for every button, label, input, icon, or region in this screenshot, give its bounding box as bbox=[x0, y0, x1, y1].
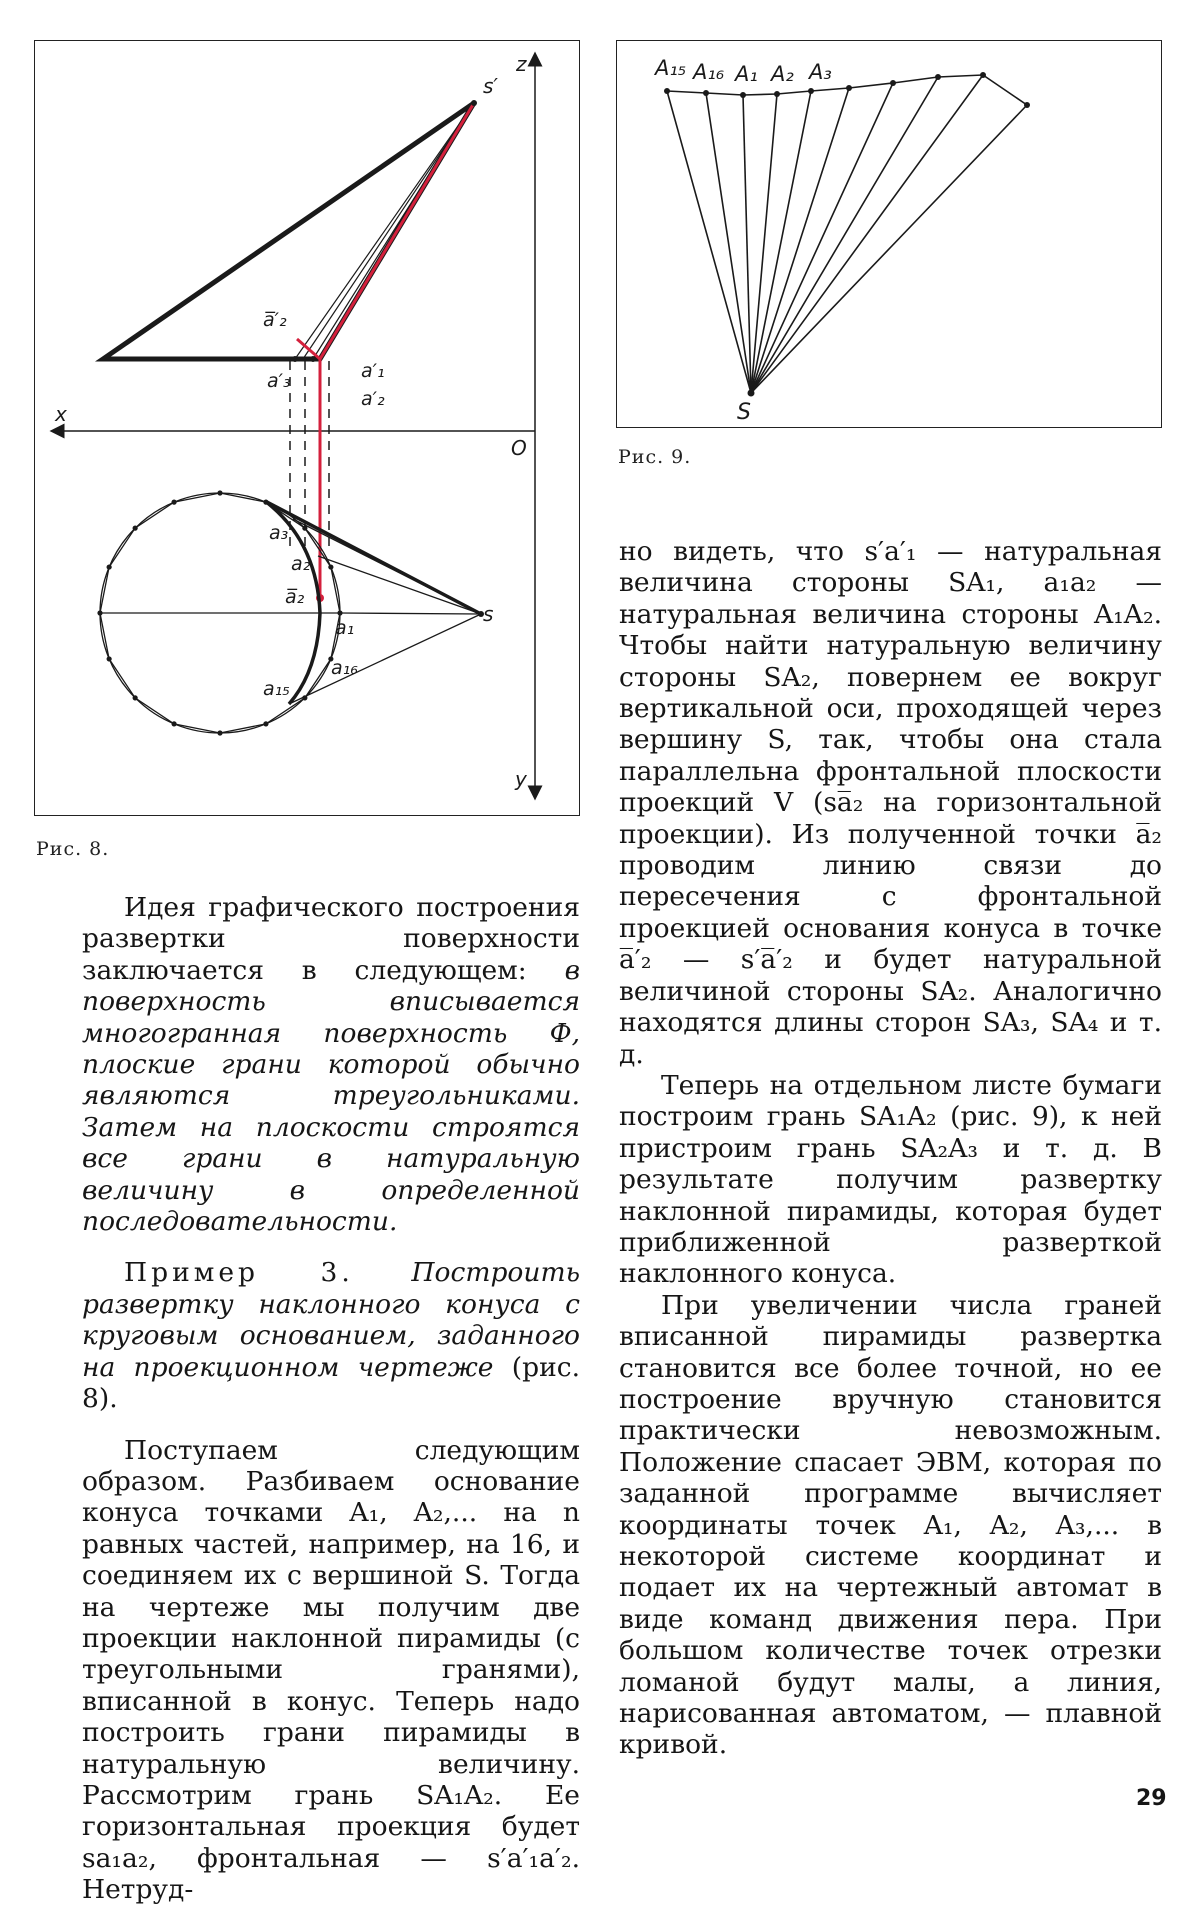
figure-9-drawing bbox=[617, 41, 1161, 427]
development-generator bbox=[751, 88, 849, 393]
development-vertex bbox=[1024, 102, 1030, 108]
front-generator-a2 bbox=[303, 103, 474, 359]
label-a15-top: a₁₅ bbox=[263, 678, 290, 700]
label-a1-top: a₁ bbox=[335, 617, 355, 639]
paragraph-continuation: но видеть, что s′a′₁ — натуральная величина стороны SA₁, a₁a₂ — натуральная величина стороны A₁A₂. Чтобы найти натуральную величину стороны SA₂, повернем ее вокруг вертикальной оси, проходящей через вершину S, так, чтобы она стала параллельна фронтальной плоскости проекций V (sa̅₂ на горизонтальной проекции). Из полученной точки a̅₂ проводим линию связи до пересечения с фронтальной проекцией основания конуса в точке a̅′₂ — s′a̅′₂ и будет натуральной величиной стороны SA₂. Аналогично находятся длины сторон SA₃, SA₄ и т. д. bbox=[619, 536, 1162, 1070]
paragraph-idea bbox=[82, 892, 580, 1237]
right-column bbox=[619, 536, 1162, 1761]
label-axis-x: x bbox=[55, 402, 67, 426]
polygon-vertex bbox=[328, 564, 333, 569]
development-generator bbox=[751, 105, 1027, 393]
figure-8-drawing bbox=[35, 41, 579, 815]
development-vertex bbox=[740, 92, 746, 98]
development-vertex bbox=[890, 80, 896, 86]
label-A15: A₁₅ bbox=[655, 56, 687, 80]
label-a1-front: a′₁ bbox=[361, 360, 385, 382]
idea-lead: Идея графического построения развертки поверхности заключается в следующем: bbox=[82, 892, 580, 986]
label-A3: A₃ bbox=[809, 60, 832, 84]
polygon-vertex bbox=[171, 721, 176, 726]
example-label: Пример 3. bbox=[124, 1257, 354, 1289]
figure-9-caption: Рис. 9. bbox=[618, 446, 692, 468]
label-a2-rot-top: a̅₂ bbox=[285, 586, 305, 608]
paragraph-computer: При увеличении числа граней вписанной пирамиды развертка становится все более точной, но ее построение вручную становится практически невозможным. Положение спасает ЭВМ, которая по заданной программе вычисляет координаты точек A₁, A₂, A₃,... в некоторой системе координат и подает их на чертежный автомат в виде команд движения пера. При большом количестве точек отрезки ломаной будут малы, а линия, нарисованная автоматом, — плавной кривой. bbox=[619, 1289, 1162, 1761]
rotation-marker bbox=[297, 339, 320, 359]
label-apex-top: s bbox=[483, 602, 494, 626]
development-vertex bbox=[980, 72, 986, 78]
label-apex: S bbox=[737, 400, 751, 425]
top-generator-a2 bbox=[318, 556, 481, 614]
development-vertex bbox=[703, 90, 709, 96]
label-a3-top: a₃ bbox=[269, 522, 289, 544]
development-vertex bbox=[935, 74, 941, 80]
label-axis-z: z bbox=[516, 52, 527, 76]
label-a3-front: a′₃ bbox=[267, 370, 291, 392]
point-a1-front bbox=[310, 356, 316, 362]
example-tail: (рис. 8). bbox=[82, 1351, 580, 1415]
development-fan bbox=[664, 72, 1030, 397]
figure-9 bbox=[616, 40, 1162, 428]
paragraph-procedure: Поступаем следующим образом. Разбиваем основание конуса точками A₁, A₂,... на n равных частей, например, на 16, и соединяем их с вершиной S. Тогда на чертеже мы получим две проекции наклонной пирамиды (с треугольными гранями), вписанной в конус. Теперь надо построить грани пирамиды в натуральную величину. Рассмотрим грань SA₁A₂. Ее горизонтальная проекция будет sa₁a₂, фронтальная — s′a′₁a′₂. Нетруд- bbox=[82, 1434, 580, 1906]
paragraph-example bbox=[82, 1257, 580, 1414]
true-length-line bbox=[320, 103, 474, 359]
development-generator bbox=[751, 75, 983, 393]
polygon-vertex bbox=[107, 564, 112, 569]
paragraph-fig9: Теперь на отдельном листе бумаги построим грань SA₁A₂ (рис. 9), к ней пристроим грань SA₂A₃ и т. д. В результате получим развертку наклонной пирамиды, которая будет приближенной разверткой наклонного конуса. bbox=[619, 1069, 1162, 1290]
point-a3-front bbox=[292, 356, 298, 362]
development-vertex bbox=[774, 91, 780, 97]
figure-8-caption: Рис. 8. bbox=[36, 838, 110, 860]
example-italic: Построить развертку наклонного конуса с круговым основанием, заданного на проекционном чертеже bbox=[82, 1257, 580, 1383]
development-vertex bbox=[808, 88, 814, 94]
development-generator bbox=[751, 83, 893, 393]
label-apex-front: s′ bbox=[483, 74, 498, 98]
label-a2-front: a′₂ bbox=[361, 388, 385, 410]
top-generator-a1 bbox=[340, 613, 481, 614]
polygon-vertex bbox=[133, 695, 138, 700]
development-generator bbox=[751, 91, 811, 393]
polygon-vertex bbox=[217, 730, 222, 735]
left-column bbox=[82, 892, 580, 1906]
polygon-vertex bbox=[217, 490, 222, 495]
label-origin: O bbox=[511, 436, 527, 460]
polygon-vertex bbox=[107, 656, 112, 661]
development-generator bbox=[667, 91, 751, 393]
label-axis-y: y bbox=[515, 767, 527, 791]
development-vertex bbox=[664, 88, 670, 94]
point-apex-front bbox=[471, 100, 477, 106]
label-a2-top: a₂ bbox=[291, 553, 311, 575]
frontal-projection-triangle bbox=[103, 103, 474, 359]
label-A1: A₁ bbox=[735, 62, 758, 86]
figure-8 bbox=[34, 40, 580, 816]
development-generator bbox=[751, 94, 777, 393]
label-a16-top: a₁₆ bbox=[331, 657, 358, 679]
development-vertex bbox=[846, 85, 852, 91]
page-number: 29 bbox=[1136, 1786, 1167, 1811]
label-A16: A₁₆ bbox=[693, 60, 725, 84]
label-A2: A₂ bbox=[771, 62, 794, 86]
development-generator bbox=[751, 77, 938, 393]
polygon-vertex bbox=[171, 500, 176, 505]
idea-italic: в поверхность вписывается многогранная поверхность Ф, плоские грани которой обычно являются треугольниками. Затем на плоскости строятся все грани в натуральную величину в определенной последовательности. bbox=[82, 954, 580, 1238]
apex-point bbox=[748, 390, 755, 397]
label-a2-rot-front: a̅′₂ bbox=[263, 309, 287, 331]
polygon-vertex bbox=[263, 721, 268, 726]
front-generator-a3 bbox=[295, 103, 474, 359]
polygon-vertex bbox=[133, 526, 138, 531]
